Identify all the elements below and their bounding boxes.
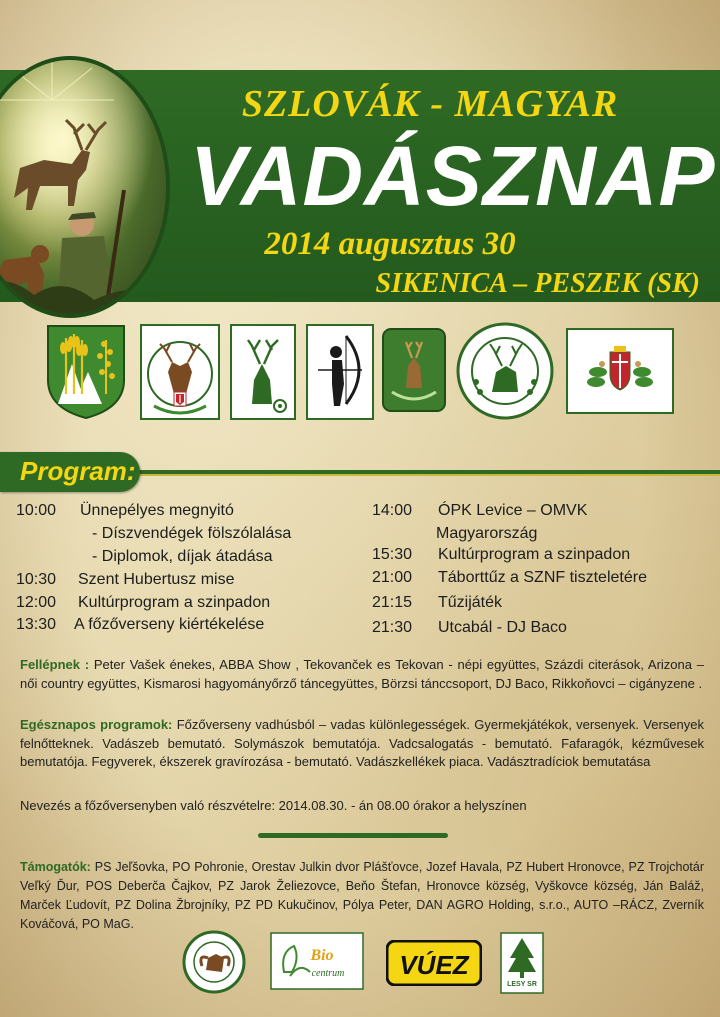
sponsors-text: PS Jeľšovka, PO Pohronie, Orestav Julkin dvor Plášťovce, Jozef Havala, PZ Hubert Hronovce, PZ Trojchotár Veľký Ďur, POS Deberča Čajkov, PZ Jarok Želiezovce, Beňo Štefan, Hronovce község, Vyškovce község, Ján Baláž, Marček Ľudovít, PZ Dolina Žbrojníky, PZ PD Kukučinov, Pólya Peter, DAN AGRO Holding, s.r.o., AUTO –RÁCZ, Zverník Kováčová, PO MaG. bbox=[20, 860, 704, 931]
performers-text: Peter Vašek énekes, ABBA Show , Tekovanček es Tekovan - népi együttes, Százdi citerások, Arizona – női country együttes, Kismarosi hagyományőrző táncegyüttes, Börzsi tánccsoport, DJ Baco, Rikkoňovci – cigányzene . bbox=[20, 657, 704, 691]
sponsors-label: Támogatók: bbox=[20, 860, 91, 874]
vuez-logo-icon bbox=[386, 940, 482, 986]
archer-emblem-icon bbox=[306, 324, 374, 420]
schedule-time: 13:30 bbox=[16, 616, 57, 633]
performers-label: Fellépnek : bbox=[20, 657, 90, 672]
wheat-crest-icon bbox=[46, 324, 126, 420]
schedule-event: Kultúrprogram a szinpadon bbox=[78, 594, 271, 611]
sponsors-section bbox=[20, 858, 704, 934]
schedule-time: 21:00 bbox=[372, 569, 413, 586]
vuez-text: VÚEZ bbox=[399, 950, 469, 980]
schedule-event: Ünnepélyes megnyitó bbox=[80, 502, 234, 519]
bio-text: Bio bbox=[310, 947, 334, 964]
organization-logos bbox=[0, 322, 720, 422]
schedule-event: Táborttűz a SZNF tiszteletére bbox=[438, 569, 647, 586]
event-subtitle: SZLOVÁK - MAGYAR bbox=[241, 83, 619, 125]
schedule-event: Magyarország bbox=[436, 525, 538, 542]
schedule-left bbox=[16, 502, 346, 642]
event-date: 2014 augusztus 30 bbox=[264, 226, 516, 262]
hungarian-crest-icon bbox=[566, 328, 674, 414]
schedule-time: 10:00 bbox=[16, 502, 57, 519]
schedule-time: 15:30 bbox=[372, 546, 413, 563]
lesy-text: LESY SR bbox=[507, 981, 537, 988]
registration-text: Nevezés a főzőversenyben való részvételre: 2014.08.30. - án 08.00 órakor a helyszínen bbox=[20, 798, 527, 813]
roebuck-emblem-icon bbox=[382, 328, 446, 412]
program-divider-accent bbox=[135, 474, 720, 476]
event-title: VADÁSZNAP bbox=[190, 129, 716, 223]
performers-section bbox=[20, 656, 704, 693]
bio-centrum-logo-icon bbox=[270, 932, 364, 990]
lesy-sr-logo-icon bbox=[500, 932, 544, 994]
schedule-time: 10:30 bbox=[16, 571, 57, 588]
schedule-time: 12:00 bbox=[16, 594, 57, 611]
schedule-time: 21:30 bbox=[372, 619, 413, 636]
schedule-event: - Diplomok, díjak átadása bbox=[92, 548, 273, 565]
schedule-time: 14:00 bbox=[372, 502, 413, 519]
bio-subtext: centrum bbox=[311, 968, 345, 979]
event-location: SIKENICA – PESZEK (SK) bbox=[375, 268, 700, 299]
all-day-programs-label: Egésznapos programok: bbox=[20, 717, 173, 732]
schedule-event: Szent Hubertusz mise bbox=[78, 571, 235, 588]
section-divider bbox=[258, 833, 448, 838]
schedule-event: Tűzijáték bbox=[438, 594, 503, 611]
spz-logo bbox=[230, 324, 296, 420]
schedule-event: A főzőverseny kiértékelése bbox=[74, 616, 265, 633]
schedule-event: Kultúrprogram a szinpadon bbox=[438, 546, 631, 563]
all-day-programs-section bbox=[20, 716, 704, 772]
schedule-right bbox=[372, 502, 712, 642]
spk-logo bbox=[140, 324, 220, 420]
registration-note bbox=[20, 797, 704, 816]
mouflon-seal-icon bbox=[182, 930, 246, 994]
schedule-time: 21:15 bbox=[372, 594, 413, 611]
stag-seal-icon bbox=[456, 322, 554, 420]
schedule-event: ÓPK Levice – OMVK bbox=[438, 502, 588, 519]
schedule-event: - Díszvendégek fölszólalása bbox=[92, 525, 292, 542]
all-day-programs-text: Főzőverseny vadhúsból – vadas különlegességek. Gyermekjátékok, versenyek. Versenyek felnőtteknek. Vadászeb bemutató. Solymászok bemutatója. Vadcsalogatás - bemutató. Fafaragók, kézművesek bemutatója. Fegyverek, ékszerek gravírozása - bemutató. Vadászkellékek piaca. Vadásztradíciok bemutatása bbox=[20, 717, 704, 769]
schedule-event: Utcabál - DJ Baco bbox=[438, 619, 567, 636]
program-label: Program: bbox=[20, 456, 136, 486]
